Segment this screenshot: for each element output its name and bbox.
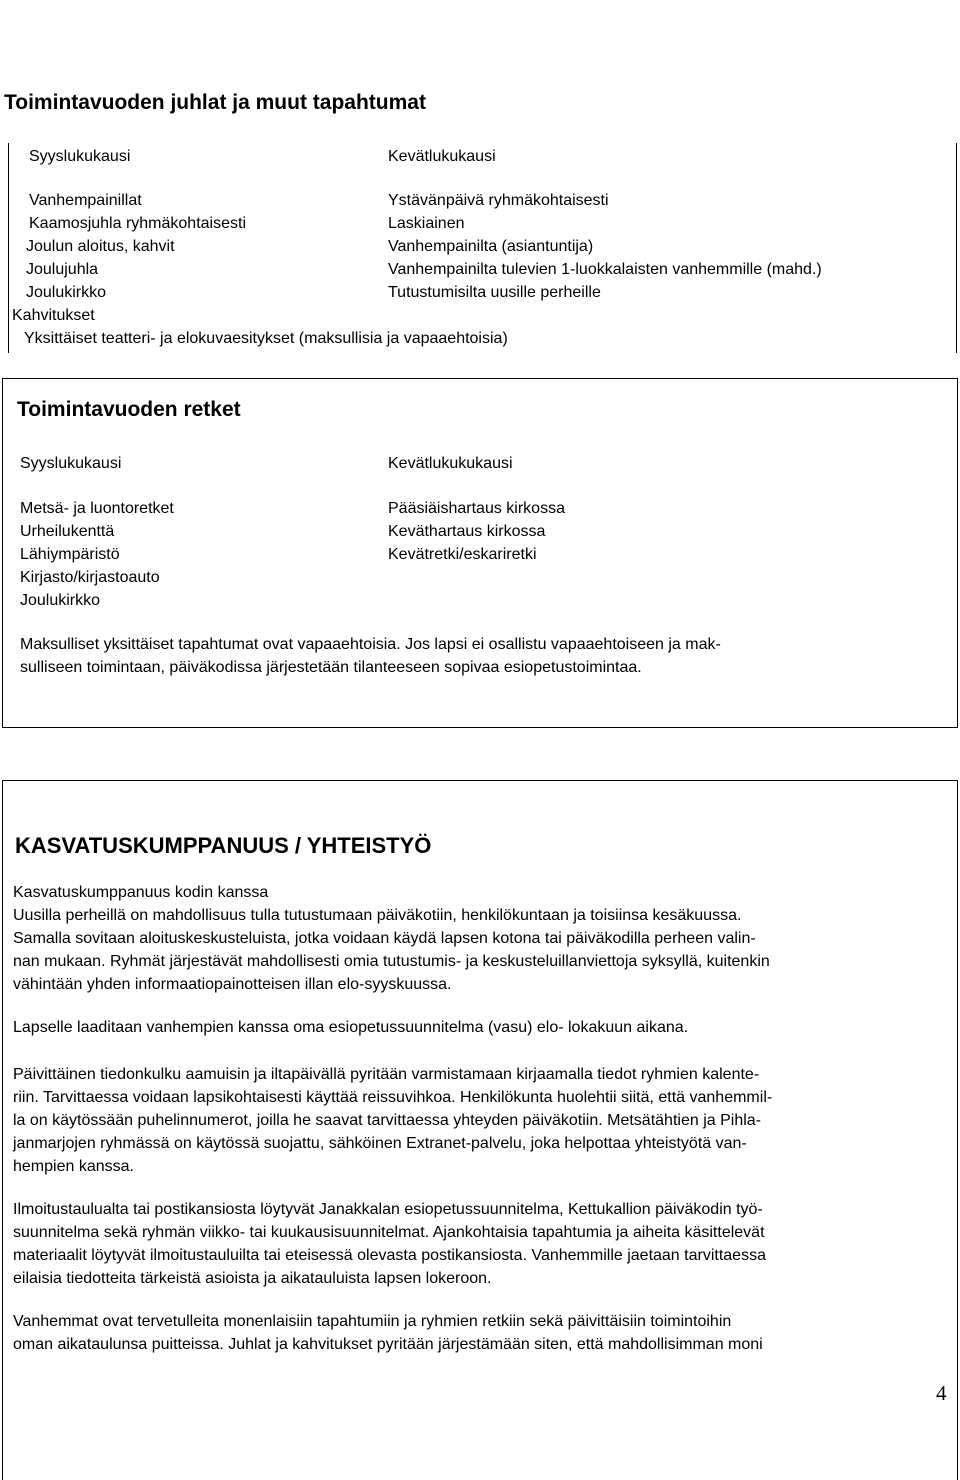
- list-item: Metsä- ja luontoretket: [20, 500, 174, 517]
- partnership-paragraph-1: [13, 881, 770, 996]
- list-item: Vanhempainilta (asiantuntija): [388, 238, 594, 255]
- paragraph-line: la on käytössään puhelinnumerot, joilla he saavat tarvittaessa yhteyden päiväkotiin. Metsätähtien ja Pihla-: [13, 1112, 761, 1129]
- paragraph-line: hempien kanssa.: [13, 1158, 134, 1175]
- trips-autumn-header: Syyslukukausi: [20, 455, 122, 472]
- list-item: Tutustumisilta uusille perheille: [388, 284, 601, 301]
- list-item: Joulukirkko: [20, 592, 101, 609]
- list-item: Vanhempainilta tulevien 1-luokkalaisten vanhemmille (mahd.): [388, 261, 822, 278]
- section-title-trips: Toimintavuoden retket: [17, 398, 241, 421]
- list-item: Urheilukenttä: [20, 523, 115, 540]
- events-autumn-header: Syyslukukausi: [29, 148, 131, 165]
- partnership-paragraph-4: [13, 1198, 766, 1290]
- trips-autumn-list: [20, 497, 174, 612]
- paragraph-line: Ilmoitustaulualta tai postikansiosta löytyvät Janakkalan esiopetussuunnitelma, Kettukallion päiväkodin työ-: [13, 1201, 763, 1218]
- section-title-partnership: KASVATUSKUMPPANUUS / YHTEISTYÖ: [15, 833, 432, 858]
- paragraph-line: janmarjojen ryhmässä on käytössä suojattu, sähköinen Extranet-palvelu, joka helpottaa yhteistyötä van-: [13, 1135, 747, 1152]
- paragraph-line: materiaalit löytyvät ilmoitustauluilta tai eteisessä olevasta postikansiosta. Vanhemmille jaetaan tarvittaessa: [13, 1247, 766, 1264]
- section1-right-border: [956, 143, 957, 353]
- list-item: Pääsiäishartaus kirkossa: [388, 500, 565, 517]
- list-item: Joulun aloitus, kahvit: [26, 238, 175, 255]
- list-item: Vanhempainillat: [29, 192, 142, 209]
- page-number: 4: [936, 1381, 947, 1405]
- paragraph-line: Vanhemmat ovat tervetulleita monenlaisiin tapahtumiin ja ryhmien retkiin sekä päivittäisiin toimintoihin: [13, 1313, 732, 1330]
- paragraph-line: Päivittäinen tiedonkulku aamuisin ja iltapäivällä pyritään varmistamaan kirjaamalla tiedot ryhmien kalente-: [13, 1066, 760, 1083]
- list-item: Ystävänpäivä ryhmäkohtaisesti: [388, 192, 609, 209]
- section-title-events: Toimintavuoden juhlat ja muut tapahtumat: [4, 91, 426, 114]
- paragraph-line: Samalla sovitaan aloituskeskusteluista, jotka voidaan käydä lapsen kotona tai päiväkodilla perheen valin-: [13, 930, 756, 947]
- trips-spring-header: Kevätlukukukausi: [388, 455, 513, 472]
- note-line: Maksulliset yksittäiset tapahtumat ovat vapaaehtoisia. Jos lapsi ei osallistu vapaaehtoiseen ja mak-: [20, 636, 721, 653]
- events-extra-list: [12, 304, 508, 350]
- section2-left-border: [2, 378, 3, 728]
- trips-spring-list: [388, 497, 565, 566]
- paragraph-line: vähintään yhden informaatiopainotteisen illan elo-syyskuussa.: [13, 976, 452, 993]
- list-item: Joulukirkko: [26, 284, 107, 301]
- paragraph-line: riin. Tarvittaessa voidaan lapsikohtaisesti käyttää reissuvihkoa. Henkilökunta huolehtii siitä, että vanhemmil-: [13, 1089, 773, 1106]
- partnership-paragraph-5: [13, 1310, 763, 1356]
- section3-right-border: [957, 780, 958, 1480]
- list-item: Laskiainen: [388, 215, 465, 232]
- list-item: Kirjasto/kirjastoauto: [20, 569, 160, 586]
- list-item: Keväthartaus kirkossa: [388, 523, 546, 540]
- list-item: Yksittäiset teatteri- ja elokuvaesitykset (maksullisia ja vapaaehtoisia): [24, 330, 508, 347]
- events-spring-list: [388, 189, 822, 304]
- paragraph-line: Uusilla perheillä on mahdollisuus tulla tutustumaan päiväkotiin, henkilökuntaan ja toisiinsa kesäkuussa.: [13, 907, 742, 924]
- section2-bottom-border: [2, 727, 958, 728]
- section3-top-border: [2, 780, 958, 781]
- paragraph-line: Kasvatuskumppanuus kodin kanssa: [13, 884, 269, 901]
- list-item: Kevätretki/eskariretki: [388, 546, 537, 563]
- partnership-paragraph-2: [13, 1016, 688, 1039]
- paragraph-line: nan mukaan. Ryhmät järjestävät mahdollisesti omia tutustumis- ja keskusteluillanviettoja syksyllä, kuitenkin: [13, 953, 770, 970]
- list-item: Lähiympäristö: [20, 546, 120, 563]
- trips-note: [20, 633, 721, 679]
- paragraph-line: Lapselle laaditaan vanhempien kanssa oma esiopetussuunnitelma (vasu) elo- lokakuun aikana.: [13, 1019, 689, 1036]
- events-autumn-list: [26, 189, 246, 304]
- list-item: Kaamosjuhla ryhmäkohtaisesti: [29, 215, 246, 232]
- events-spring-header: Kevätlukukausi: [388, 148, 496, 165]
- section3-left-border: [2, 780, 3, 1480]
- paragraph-line: suunnitelma sekä ryhmän viikko- tai kuukausisuunnitelmat. Ajankohtaisia tapahtumia ja aiheita käsittelevät: [13, 1224, 765, 1241]
- list-item: Kahvitukset: [12, 307, 95, 324]
- section1-left-border: [8, 143, 9, 353]
- partnership-paragraph-3: [13, 1063, 772, 1178]
- paragraph-line: eilaisia tiedotteita tärkeistä asioista ja aikatauluista lapsen lokeroon.: [13, 1270, 492, 1287]
- section2-top-border: [2, 378, 958, 379]
- list-item: Joulujuhla: [26, 261, 99, 278]
- section2-right-border: [957, 378, 958, 728]
- note-line: sulliseen toimintaan, päiväkodissa järjestetään tilanteeseen sopivaa esiopetustoimintaa.: [20, 659, 642, 676]
- paragraph-line: oman aikataulunsa puitteissa. Juhlat ja kahvitukset pyritään järjestämään siten, että mahdollisimman moni: [13, 1336, 763, 1353]
